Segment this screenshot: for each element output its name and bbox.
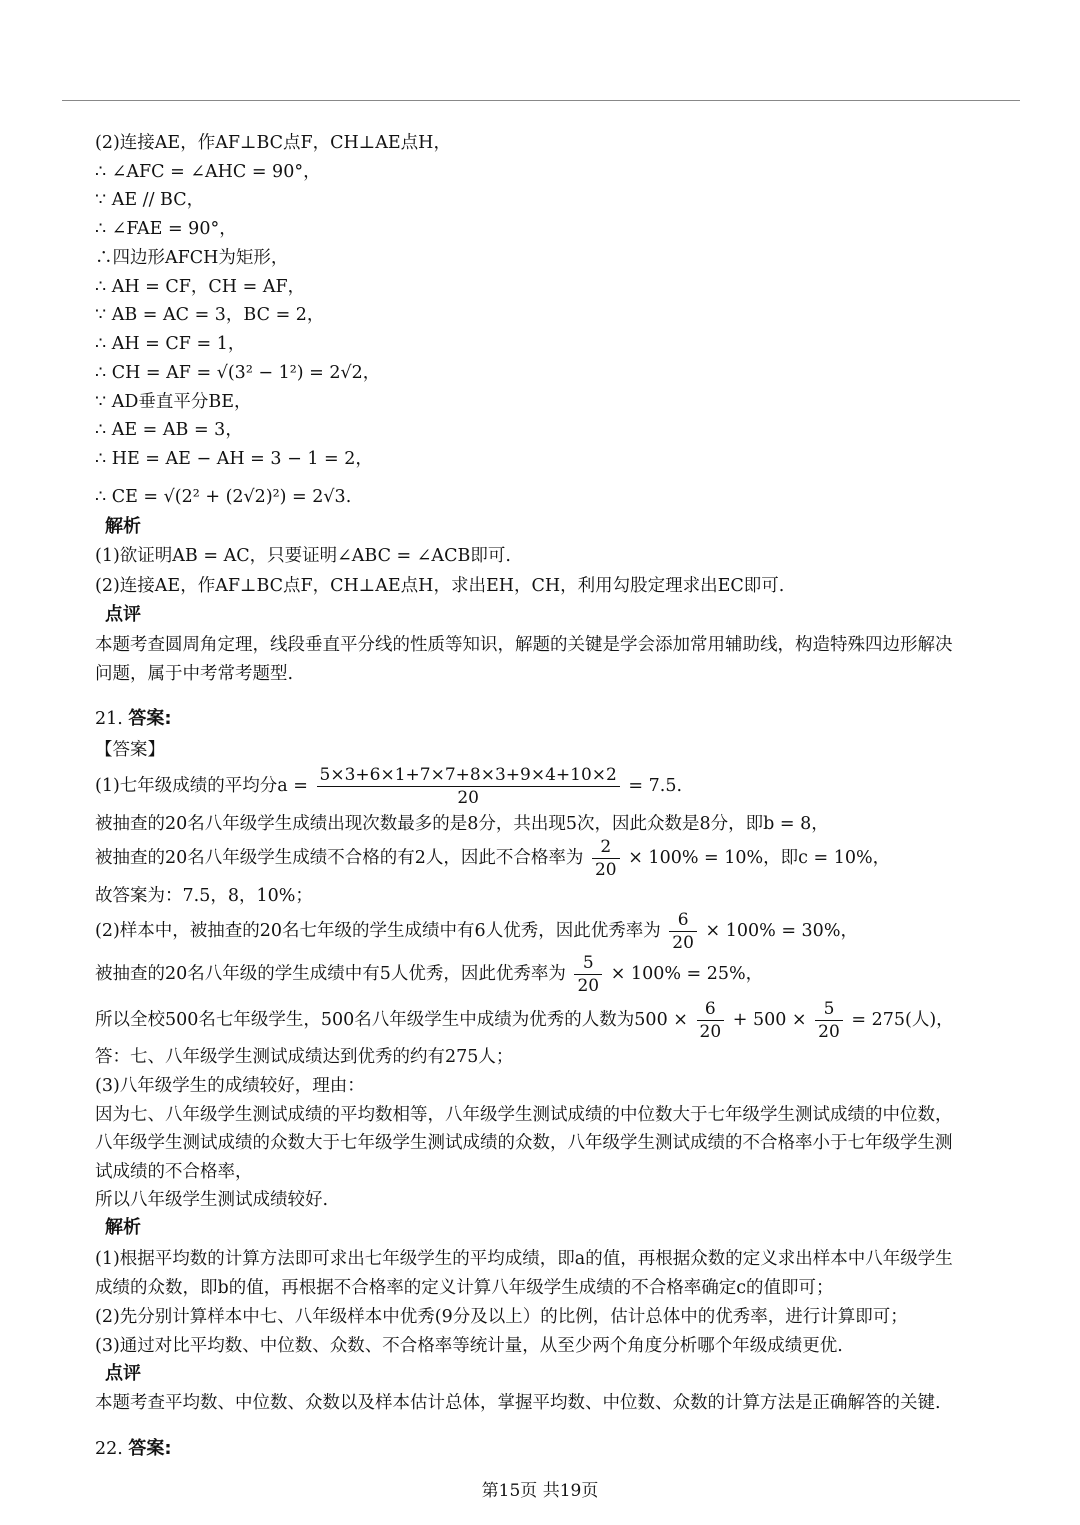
q21-total-fraction-1 [697,998,725,1043]
q21-rest-line: 八年级学生测试成绩的众数大于七年级学生测试成绩的众数，八年级学生测试成绩的不合格率小于七年级学生测 [95,1133,953,1153]
fraction-denominator: 20 [699,1022,722,1042]
q20-line: ∴ AH = CF，CH = AF， [95,277,306,297]
fraction-denominator: 20 [577,976,600,996]
q21-comment-line: 本题考查平均数、中位数、众数以及样本估计总体，掌握平均数、中位数、众数的计算方法是正确解答的关键. [95,1393,941,1413]
q21-rest-line: 答：七、八年级学生测试成绩达到优秀的约有275人； [95,1047,514,1067]
q21-g8-fraction [574,952,602,997]
fraction-denominator: 20 [594,860,617,880]
q21-analysis-line: (1)根据平均数的计算方法即可求出七年级学生的平均成绩，即a的值，再根据众数的定义求出样本中八年级学生 [95,1249,953,1269]
q21-comment-heading: 点评 [105,1363,141,1384]
q21-g7-prefix: (2)样本中，被抽查的20名七年级的学生成绩中有6人优秀，因此优秀率为 [95,921,661,941]
q21-rest-line: 因为七、八年级学生测试成绩的平均数相等，八年级学生测试成绩的中位数大于七年级学生测试成绩的中位数， [95,1105,953,1125]
q21-line-mean [95,764,682,809]
q22-number: 22. [95,1439,123,1459]
q21-rest-line: 所以八年级学生测试成绩较好. [95,1190,329,1210]
q20-comment-line: 问题，属于中考常考题型. [95,664,294,684]
q20-comment-heading: 点评 [105,604,141,625]
q21-line-fail-rate [95,836,890,881]
q21-mean-prefix: (1)七年级成绩的平均分a = [95,776,308,796]
q21-bracket-label: 【答案】 [95,740,165,760]
q20-line: ∵ AE // BC， [95,190,205,210]
q20-line: ∴ AE = AB = 3， [95,420,243,440]
q21-total-fraction-2 [815,998,843,1043]
q21-line-grade8-excellent [95,952,763,997]
q20-analysis-heading: 解析 [105,516,141,537]
header-rule [62,100,1020,101]
q22-heading [95,1437,172,1461]
q21-g8-prefix: 被抽查的20名八年级的学生成绩中有5人优秀，因此优秀率为 [95,964,566,984]
q21-g8-suffix: × 100% = 25%， [610,964,764,984]
q21-analysis-line: (3)通过对比平均数、中位数、众数、不合格率等统计量，从至少两个角度分析哪个年级成绩更优. [95,1336,843,1356]
q21-analysis-line: 成绩的众数，即b的值，再根据不合格率的定义计算八年级学生成绩的不合格率确定c的值即可； [95,1278,834,1298]
q21-g7-suffix: × 100% = 30%， [705,921,858,941]
q21-fail-prefix: 被抽查的20名八年级学生成绩不合格的有2人，因此不合格率为 [95,848,584,868]
q20-line: ∵ AD垂直平分BE， [95,392,252,412]
q21-line-answer: 故答案为：7.5，8，10%； [95,886,313,906]
q20-line: ∴ CH = AF = √(3² − 1²) = 2√2， [95,363,381,383]
fraction-denominator: 20 [818,1022,840,1042]
q21-line-grade7-excellent [95,909,858,954]
q21-analysis-line: (2)先分别计算样本中七、八年级样本中优秀(9分及以上）的比例，估计总体中的优秀率，进行计算即可； [95,1307,908,1327]
q21-heading [95,707,172,731]
q20-line: ∴ ∠AFC = ∠AHC = 90°， [95,162,321,182]
q21-fail-fraction [592,836,620,881]
q22-answer-label: 答案: [128,1438,172,1459]
q20-analysis-line: (2)连接AE，作AF⊥BC点F，CH⊥AE点H，求出EH，CH，利用勾股定理求出EC即可. [95,576,785,596]
q20-line: ∴ AH = CF = 1， [95,334,246,354]
q20-comment-line: 本题考查圆周角定理，线段垂直平分线的性质等知识，解题的关键是学会添加常用辅助线，构造特殊四边形解决 [95,635,953,655]
fraction-numerator: 6 [697,998,725,1021]
q20-line: (2)连接AE，作AF⊥BC点F，CH⊥AE点H， [95,133,451,153]
q21-line-total [95,998,954,1043]
q21-total-prefix: 所以全校500名七年级学生，500名八年级学生中成绩为优秀的人数为500 × [95,1010,688,1030]
q21-fail-suffix: × 100% = 10%，即c = 10%， [628,848,891,868]
q21-analysis-heading: 解析 [105,1217,141,1238]
q21-mean-fraction [317,764,620,809]
q21-line-mode: 被抽查的20名八年级学生成绩出现次数最多的是8分，共出现5次，因此众数是8分，即b = 8， [95,814,829,834]
q20-line: ∴ HE = AE − AH = 3 − 1 = 2， [95,449,373,469]
q21-rest-line: (3)八年级学生的成绩较好，理由： [95,1076,365,1096]
fraction-numerator: 5×3+6×1+7×7+8×3+9×4+10×2 [317,764,620,787]
fraction-denominator: 20 [672,933,694,953]
fraction-numerator: 6 [669,909,697,932]
fraction-denominator: 20 [457,788,479,808]
q20-analysis-line: (1)欲证明AB = AC，只要证明∠ABC = ∠ACB即可. [95,546,511,566]
fraction-numerator: 2 [592,836,620,859]
q21-answer-label: 答案: [128,708,172,729]
q21-rest-line: 试成绩的不合格率， [95,1162,253,1182]
q21-total-mid: + 500 × [732,1010,807,1030]
q21-mean-suffix: = 7.5. [628,776,683,796]
q21-total-suffix: = 275(人)， [851,1010,954,1030]
q20-line: ∴ ∠FAE = 90°， [95,219,237,239]
q21-g7-fraction [669,909,697,954]
q21-number: 21. [95,709,123,729]
fraction-numerator: 5 [815,998,843,1021]
fraction-numerator: 5 [574,952,602,975]
q20-line: ∴ CE = √(2² + (2√2)²) = 2√3. [95,487,352,507]
page-footer: 第15页 共19页 [481,1481,599,1501]
q20-line: ∴四边形AFCH为矩形， [95,248,289,268]
q20-line: ∵ AB = AC = 3，BC = 2， [95,305,325,325]
